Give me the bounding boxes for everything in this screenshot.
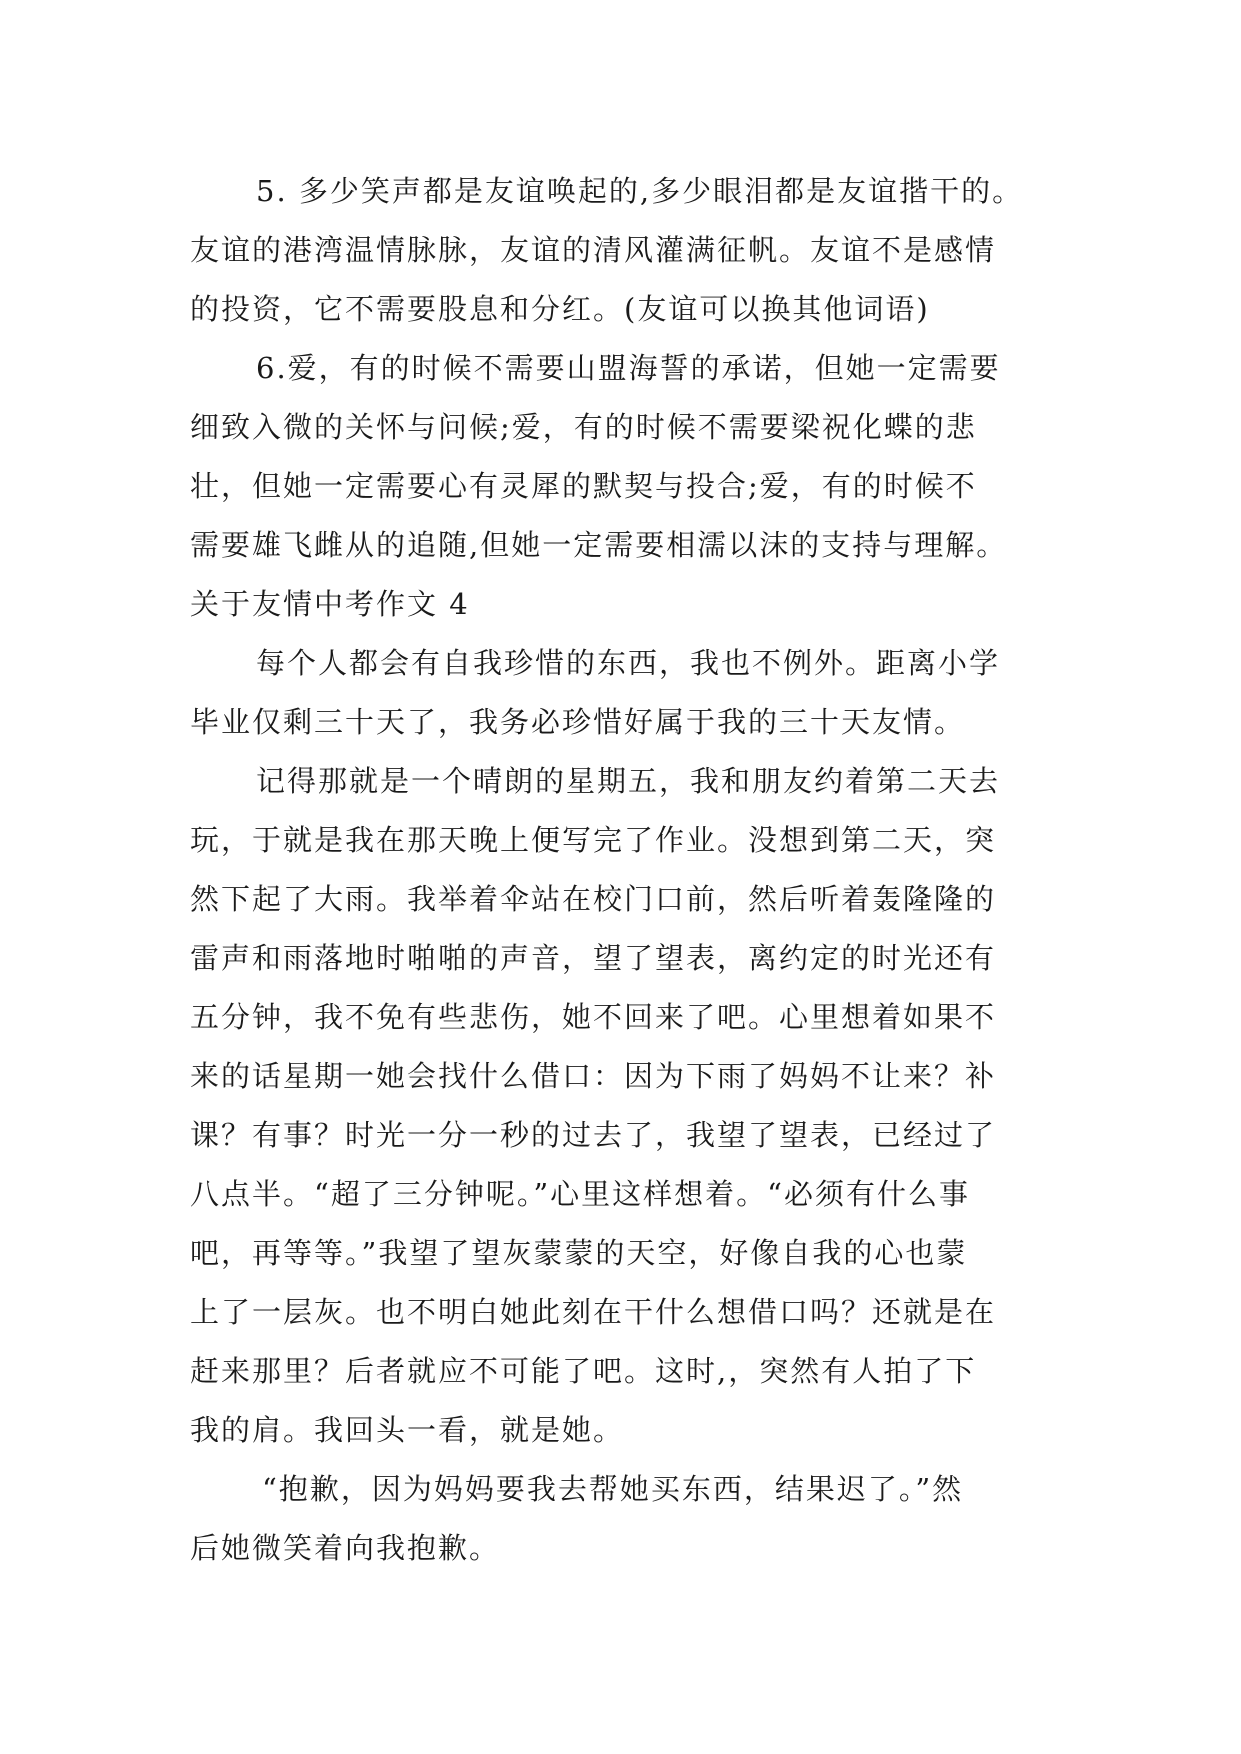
paragraph-line: 记得那就是一个晴朗的星期五，我和朋友约着第二天去 <box>256 764 1001 798</box>
paragraph-line: 壮，但她一定需要心有灵犀的默契与投合;爱，有的时候不 <box>190 469 977 503</box>
paragraph-line: 来的话星期一她会找什么借口：因为下雨了妈妈不让来？补 <box>190 1059 997 1093</box>
paragraph-line: 需要雄飞雌从的追随,但她一定需要相濡以沫的支持与理解。 <box>190 528 1008 562</box>
paragraph-line: 然下起了大雨。我举着伞站在校门口前，然后听着轰隆隆的 <box>190 882 997 916</box>
paragraph-line: 课？有事？时光一分一秒的过去了，我望了望表，已经过了 <box>190 1118 997 1152</box>
paragraph-line: 每个人都会有自我珍惜的东西，我也不例外。距离小学 <box>256 646 1001 680</box>
paragraph-line: 毕业仅剩三十天了，我务必珍惜好属于我的三十天友情。 <box>190 705 966 739</box>
paragraph-line: 上了一层灰。也不明白她此刻在干什么想借口吗？还就是在 <box>190 1295 997 1329</box>
paragraph-line: 的投资，它不需要股息和分红。(友谊可以换其他词语) <box>190 292 930 326</box>
paragraph-line: 吧，再等等。”我望了望灰蒙蒙的天空，好像自我的心也蒙 <box>190 1236 968 1270</box>
paragraph-line: 八点半。“超了三分钟呢。”心里这样想着。“必须有什么事 <box>190 1177 970 1211</box>
paragraph-line: 5. 多少笑声都是友谊唤起的,多少眼泪都是友谊揩干的。 <box>256 174 1024 208</box>
paragraph-line: 后她微笑着向我抱歉。 <box>190 1531 501 1565</box>
section-heading: 关于友情中考作文 4 <box>190 587 470 621</box>
paragraph-line: 我的肩。我回头一看，就是她。 <box>190 1413 625 1447</box>
paragraph-line: 6.爱，有的时候不需要山盟海誓的承诺，但她一定需要 <box>256 351 1001 385</box>
paragraph-line: 雷声和雨落地时啪啪的声音，望了望表，离约定的时光还有 <box>190 941 997 975</box>
paragraph-line: 玩，于就是我在那天晚上便写完了作业。没想到第二天，突 <box>190 823 997 857</box>
document-page <box>190 162 1080 1578</box>
paragraph-line: “抱歉，因为妈妈要我去帮她买东西，结果迟了。”然 <box>262 1472 964 1506</box>
paragraph-line: 赶来那里？后者就应不可能了吧。这时,，突然有人拍了下 <box>190 1354 977 1388</box>
paragraph-line: 五分钟，我不免有些悲伤，她不回来了吧。心里想着如果不 <box>190 1000 997 1034</box>
paragraph-line: 友谊的港湾温情脉脉，友谊的清风灌满征帆。友谊不是感情 <box>190 233 997 267</box>
paragraph-line: 细致入微的关怀与问候;爱，有的时候不需要梁祝化蝶的悲 <box>190 410 977 444</box>
